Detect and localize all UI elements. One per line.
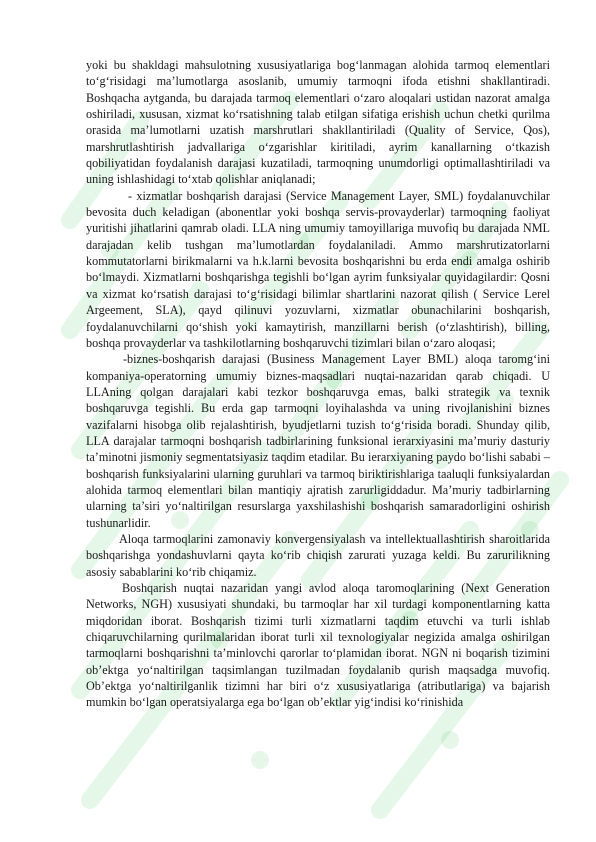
document-body <box>86 57 550 711</box>
paragraph-convergence: Aloqa tarmoqlarini zamonaviy konvergensiyalash va intellektuallashtirish sharoitlarida boshqarishga yondashuvlarni qayta ko‘rib chiqish zarurati yuzaga keldi. Bu zarurilikning asosiy sabablarini ko‘rib chiqamiz. <box>86 531 550 579</box>
paragraph-next-generation-networks: Boshqarish nuqtai nazaridan yangi avlod aloqa taromoqlarining (Next Generation Networks, NGH) xususiyati shundaki, bu tarmoqlar har xil turdagi komponentlarning katta miqdoridan iborat. Boshqarish tizimi turli xizmatlarni taqdim etuvchi va turli ishlab chiqaruvchilarning qurilmalaridan iborat turli xil texnologiyalar negizida amalga oshirilgan tarmoqlarni boshqarishni ta’minlovchi qarorlar to‘plamidan iborat. NGN ni boqarish tizimini ob’ektga yo‘naltirilgan taqsimlangan tuzilmadan foydalanib qurish maqsadga muvofiq. Ob’ektga yo‘naltirilganlik tizimni har biri o‘z xususiyatlariga (atributlariga) va bajarish mumkin bo‘lgan operatsiyalarga ega bo‘lgan ob’ektlar yig‘indisi ko‘rinishida <box>86 581 550 710</box>
paragraph-service-management-layer: - xizmatlar boshqarish darajasi (Service Management Layer, SML) foydalanuvchilar bevosita duch keladigan (abonentlar yoki boshqa servis-provayderlar) tarmoqning faoliyat yuritishi jihatlarini qamrab oladi. LLA ning umumiy tamoyillariga muvofiq bu darajada NML darajadan kelib tushgan ma’lumotlardan foydalaniladi. Ammo marshrutizatorlarni kommutatorlarni birikmalarni va h.k.larni bevosita boshqarishni bu erda endi amalga oshirib bo‘lmaydi. Xizmatlarni boshqarishga tegishli bo‘lgan ayrim funksiyalar quyidagilardir: Qosni va xizmat ko‘rsatish darajasi to‘g‘risidagi bilimlar shartlarini nazorat qilish ( Service Lerel Argeement, SLA), qayd qilinuvi yozuvlarni, xizmatlar obunachilarini boshqarish, foydalanuvchilarni qo‘shish yoki kamaytirish, manzillarni berish (o‘zlashtirish), billing, boshqa provayderlar va tashkilotlarning boshqaruvchi tizimlari bilan o‘zaro aloqasi; <box>86 188 550 350</box>
paragraph-business-management-layer: -biznes-boshqarish darajasi (Business Management Layer BML) aloqa taromg‘ini kompaniya-operatorning umumiy biznes-maqsadlari nuqtai-nazaridan qarab chiqadi. U LLAning qolgan darajalari kabi tezkor boshqaruvga emas, balki strategik va texnik boshqaruvga tegishli. Bu erda gap tarmoqni loyihalashda va uning rivojlanishini biznes vazifalarni hisobga olib rejalashtirish, byudjetlarni tuzish to‘g‘risida boradi. Shunday qilib, LLA darajalar tarmoqni boshqarish tadbirlarining funksional ierarxiyasini ma’muriy dasturiy ta’minotni jismoniy segmentatsiyasiz taqdim etadilar. Bu ierarxiyaning paydo bo‘lishi sababi – boshqarish funksiyalarini ularning guruhlari va tarmoq biriktirishlariga taaluqli funksiyalardan alohida tarmoq elementlari bilan mantiqiy ajratish zarurligiddadur. Ma’muriy tadbirlarning ularning ta’siri yo‘naltirilgan resurslarga yaxshilashishi boshqarish samaradorligini oshirish tushunarlidir. <box>86 352 550 530</box>
paragraph-network-management: yoki bu shakldagi mahsulotning xususiyatlariga bog‘lanmagan alohida tarmoq elementlari to‘g‘risidagi ma’lumotlarga asoslanib, umumiy tarmoqni ifoda etishni shakllantiradi. Boshqacha aytganda, bu darajada tarmoq elementlari o‘zaro aloqalari ustidan nazorat amalga oshiriladi, xususan, xizmat ko‘rsatishning talab etilgan sifatiga erishish uchun chetki qurilma orasida ma’lumotlarni uzatish marshrutlari shakllantiriladi (Quality of Service, Qos), marshrutlashtirish jadvallariga o‘zgarishlar kiritiladi, ayrim kanallarning o‘tkazish qobiliyatidan foydalanish darajasi kuzatiladi, tarmoqning unumdorligi optimallashtiriladi va uning ishlashidagi to‘xtab qolishlar aniqlanadi; <box>86 58 550 187</box>
